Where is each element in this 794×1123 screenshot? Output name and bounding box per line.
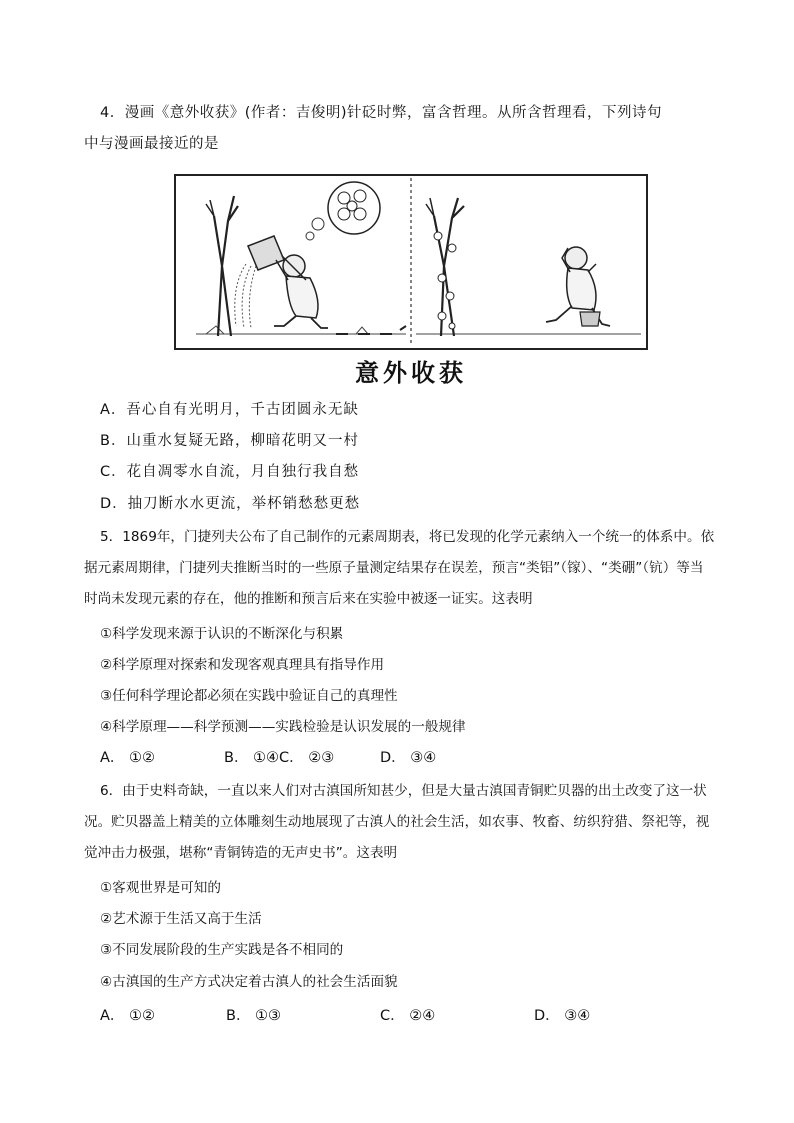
q6-item-3: ③不同发展阶段的生产实践是各不相同的	[100, 942, 344, 958]
q4-option-c: C．花自凋零水自流，月自独行我自愁	[100, 464, 360, 480]
q5-item-4: ④科学原理——科学预测——实践检验是认识发展的一般规律	[100, 719, 466, 735]
q6-stem	[84, 776, 724, 869]
comic-illustration	[174, 174, 648, 350]
q6-item-1: ①客观世界是可知的	[100, 880, 221, 896]
q4-option-b: B．山重水复疑无路，柳暗花明又一村	[100, 433, 359, 449]
q6-choices	[100, 1004, 590, 1025]
q5-item-3: ③任何科学理论都必须在实践中验证自己的真理性	[100, 688, 398, 704]
q4-stem-line1: 4．漫画《意外收获》(作者：吉俊明)针砭时弊，富含哲理。从所含哲理看，下列诗句	[100, 105, 663, 121]
q5-choice-a: A． ①②	[100, 750, 156, 766]
q5-item-1: ①科学发现来源于认识的不断深化与积累	[100, 626, 344, 642]
q5-choices	[100, 746, 436, 767]
q4-stem	[84, 98, 724, 160]
q5-stem-line2: 据元素周期律，门捷列夫推断当时的一些原子量测定结果存在误差，预言“类铝”（镓）、“类硼”（钪）等当	[84, 560, 704, 576]
q5-choice-bc: B． ①④C． ②③	[224, 750, 335, 766]
q6-choice-b: B． ①③	[226, 1008, 282, 1024]
q5-stem-line3: 时尚未发现元素的存在，他的推断和预言后来在实验中被逐一证实。这表明	[84, 591, 533, 607]
q6-choice-a: A． ①②	[100, 1008, 156, 1024]
q5-stem	[84, 522, 724, 615]
q4-option-a: A．吾心自有光明月，千古团圆永无缺	[100, 402, 359, 418]
q4-option-d: D．抽刀断水水更流，举杯销愁愁更愁	[100, 496, 361, 512]
q5-item-2: ②科学原理对探索和发现客观真理具有指导作用	[100, 657, 385, 673]
q6-choice-d: D． ③④	[534, 1008, 591, 1024]
q6-choice-c: C． ②④	[380, 1008, 436, 1024]
q6-item-4: ④古滇国的生产方式决定着古滇人的社会生活面貌	[100, 974, 398, 990]
q6-stem-line3: 觉冲击力极强，堪称“青铜铸造的无声史书”。这表明	[84, 845, 398, 861]
q6-stem-line1: 6．由于史料奇缺，一直以来人们对古滇国所知甚少，但是大量古滇国青铜贮贝器的出土改变了这一状	[100, 783, 707, 799]
q6-stem-line2: 况。贮贝器盖上精美的立体雕刻生动地展现了古滇人的社会生活，如农事、牧畜、纺织狩猎、祭祀等，视	[84, 814, 710, 830]
q6-item-2: ②艺术源于生活又高于生活	[100, 911, 262, 927]
q5-stem-line1: 5．1869年，门捷列夫公布了自己制作的元素周期表，将已发现的化学元素纳入一个统一的体系中。依	[100, 529, 715, 545]
comic-title: 意外收获	[355, 358, 467, 387]
q5-choice-d: D． ③④	[380, 750, 437, 766]
q4-stem-line2: 中与漫画最接近的是	[84, 136, 219, 152]
